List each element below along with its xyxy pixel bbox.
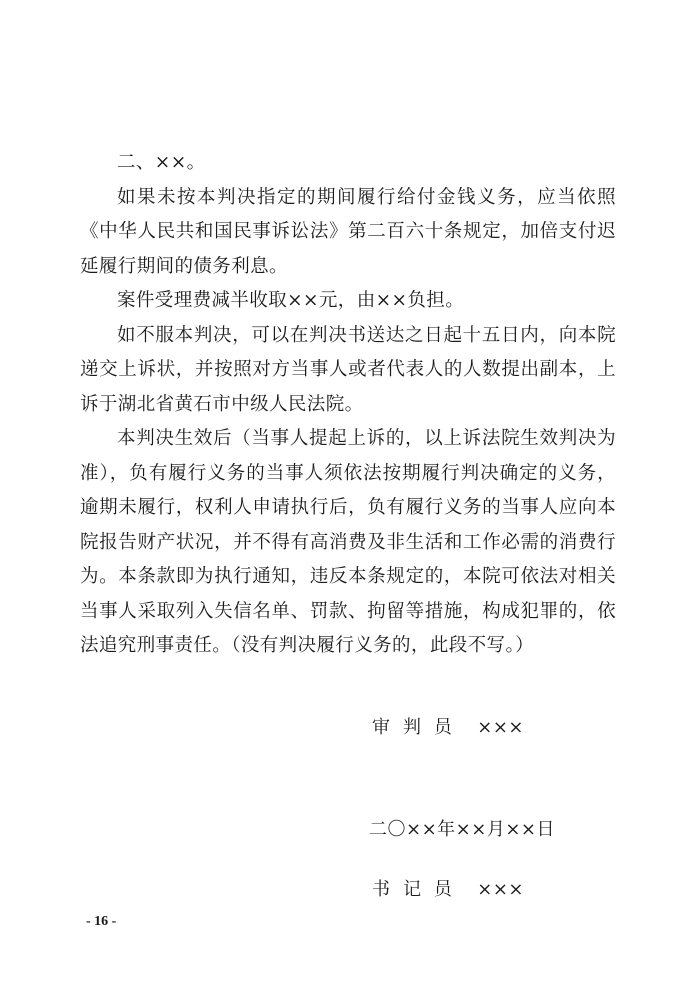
- paragraph-appeal-notice: 如不服本判决，可以在判决书送达之日起十五日内，向本院递交上诉状，并按照对方当事人或者代表人的人数提出副本，上诉于湖北省黄石市中级人民法院。: [80, 324, 616, 415]
- judgment-body: [80, 146, 616, 664]
- paragraph-item-two: 二、××。: [117, 152, 206, 173]
- page-number: - 16 -: [86, 914, 117, 929]
- paragraph-case-fee: 案件受理费减半收取××元，由××负担。: [117, 290, 465, 311]
- clerk-signature: 书 记 员 ×××: [372, 879, 525, 900]
- paragraph-late-payment-interest: 如果未按本判决指定的期间履行给付金钱义务，应当依照《中华人民共和国民事诉讼法》第二百六十条规定，加倍支付迟延履行期间的债务利息。: [80, 186, 616, 277]
- judgment-date: 二〇××年××月××日: [369, 819, 555, 840]
- judge-signature: 审 判 员 ×××: [372, 717, 525, 738]
- paragraph-enforcement-notice: 本判决生效后（当事人提起上诉的，以上诉法院生效判决为准），负有履行义务的当事人须依法按期履行判决确定的义务，逾期未履行，权利人申请执行后，负有履行义务的当事人应向本院报告财产状况，并不得有高消费及非生活和工作必需的消费行为。本条款即为执行通知，违反本条规定的，本院可依法对相关当事人采取列入失信名单、罚款、拘留等措施，构成犯罪的，依法追究刑事责任。（没有判决履行义务的，此段不写。）: [80, 428, 616, 656]
